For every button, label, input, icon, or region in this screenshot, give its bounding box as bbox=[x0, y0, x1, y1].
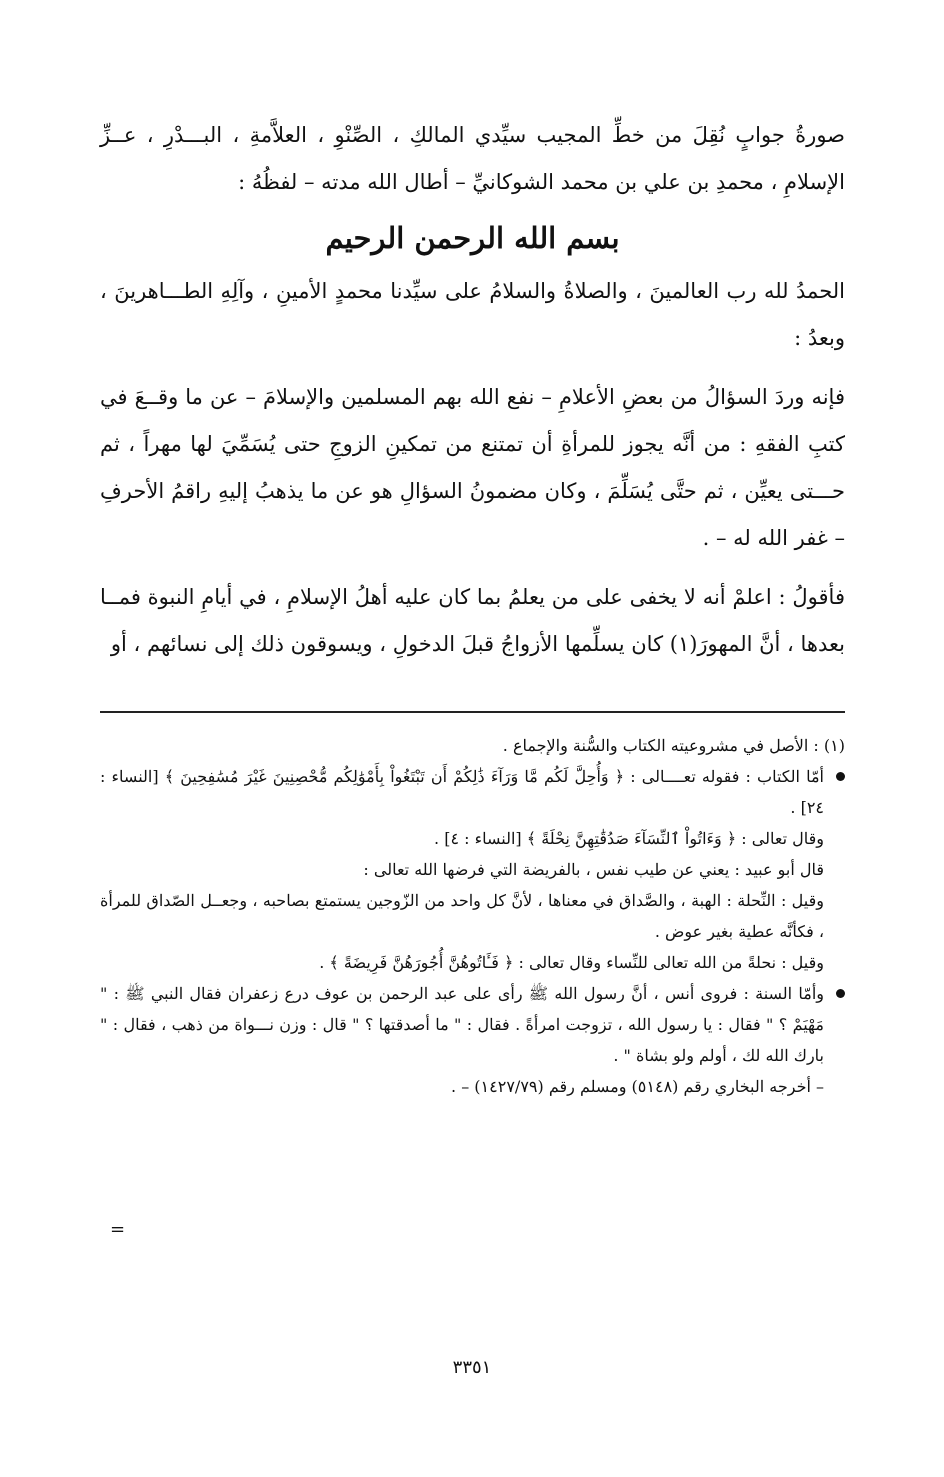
footnote-takhrij: – أخرجه البخاري رقم (٥١٤٨) ومسلم رقم (١٤٢٧/٧٩) – . bbox=[451, 1077, 824, 1096]
footnote-sunna-text: وأمّا السنة : فروى أنس ، أنَّ رسول الله ﷺ رأى على عبد الرحمن بن عوف درع زعفران فقال النبي ﷺ : " مَهْيَمْ ؟ " فقال : يا رسول الله ، تزوجت امرأةً . فقال : " ما أصدقتها ؟ " قال : وزن نـــواة من ذهب ، فقال : " بارك الله لك ، أولم ولو بشاة " . bbox=[100, 984, 824, 1065]
answer-paragraph: فأقولُ : اعلمْ أنه لا يخفى على من يعلمُ بما كان عليه أهلُ الإسلامِ ، في أيامِ النبوة فمــا بعدها ، أنَّ المهورَ(١) كان يسلِّمها الأزواجُ قبلَ الدخولِ ، ويسوقون ذلك إلى نسائهم ، أو bbox=[100, 585, 845, 656]
praise-paragraph: الحمدُ لله رب العالمينَ ، والصلاةُ والسلامُ على سيِّدنا محمدٍ الأمينِ ، وآلِهِ الطـــاهرينَ ، وبعدُ : bbox=[100, 279, 845, 350]
footnote-nihla-2: وقيل : نحلةً من الله تعالى للنِّساء وقال تعالى : ﴿ فَـَٔاتُوهُنَّ أُجُورَهُنَّ فَرِيضَةً ﴾ . bbox=[319, 953, 824, 972]
bullet-icon bbox=[836, 989, 845, 998]
question-paragraph: فإنه وردَ السؤالُ من بعضِ الأعلامِ – نفع الله بهم المسلمين والإسلامَ – عن ما وقــعَ في كتبِ الفقهِ : من أنَّه يجوز للمرأةِ أن تمتنع من تمكينِ الزوجِ حتى يُسَمِّيَ لها مهراً ، ثم حـــتى يعيِّن ، ثم حتَّى يُسَلِّمَ ، وكان مضمونُ السؤالِ هو عن ما يذهبُ إليهِ راقمُ الأحرفِ – غفر الله له – . bbox=[100, 385, 845, 550]
main-text bbox=[100, 100, 845, 668]
footnote-separator bbox=[100, 711, 845, 713]
footnote-nihla: وقيل : النِّحلة : الهبة ، والصَّداق في معناها ، لأنَّ كل واحد من الزّوجين يستمتع بصاحبه ، وجعــل الصّداق للمرأة ، فكأنَّه عطية بغير عوض . bbox=[100, 891, 824, 941]
footnote-bullet-sunna bbox=[100, 978, 845, 1102]
footnote-kitab-text: أمّا الكتاب : فقوله تعــــالى : ﴿ وَأُحِلَّ لَكُم مَّا وَرَآءَ ذَٰلِكُمْ أَن تَبْتَغُواْ بِأَمْوَٰلِكُم مُّحْصِنِينَ غَيْرَ مُسَٰفِحِينَ ﴾ [النساء : ٢٤] . bbox=[100, 767, 824, 817]
basmala-heading: بسم الله الرحمن الرحيم bbox=[325, 221, 620, 255]
footnotes bbox=[100, 730, 845, 1102]
intro-paragraph: صورةُ جوابٍ نُقِلَ من خطِّ المجيب سيِّدي المالكِ ، الصِّنْوِ ، العلاَّمةِ ، البـــدْرِ ، عــزِّ الإسلامِ ، محمدِ بن علي بن محمد الشوكانيِّ – أطال الله مدته – لفظُهُ : bbox=[100, 123, 845, 194]
footnote-abu-ubaid: قال أبو عبيد : يعني عن طيب نفس ، بالفريضة التي فرضها الله تعالى : bbox=[363, 860, 824, 879]
bullet-icon bbox=[836, 772, 845, 781]
continued-mark: = bbox=[110, 1219, 126, 1240]
footnote-heading: (١) : الأصل في مشروعيته الكتاب والسُّنة والإجماع . bbox=[502, 736, 845, 755]
page-number: ٣٣٥١ bbox=[452, 1357, 492, 1378]
footnote-qala-taala: وقال تعالى : ﴿ وَءَاتُواْ ٱلنِّسَآءَ صَدُقَٰتِهِنَّ نِحْلَةً ﴾ [النساء : ٤] . bbox=[434, 829, 824, 848]
footnote-bullet-kitab bbox=[100, 761, 845, 854]
